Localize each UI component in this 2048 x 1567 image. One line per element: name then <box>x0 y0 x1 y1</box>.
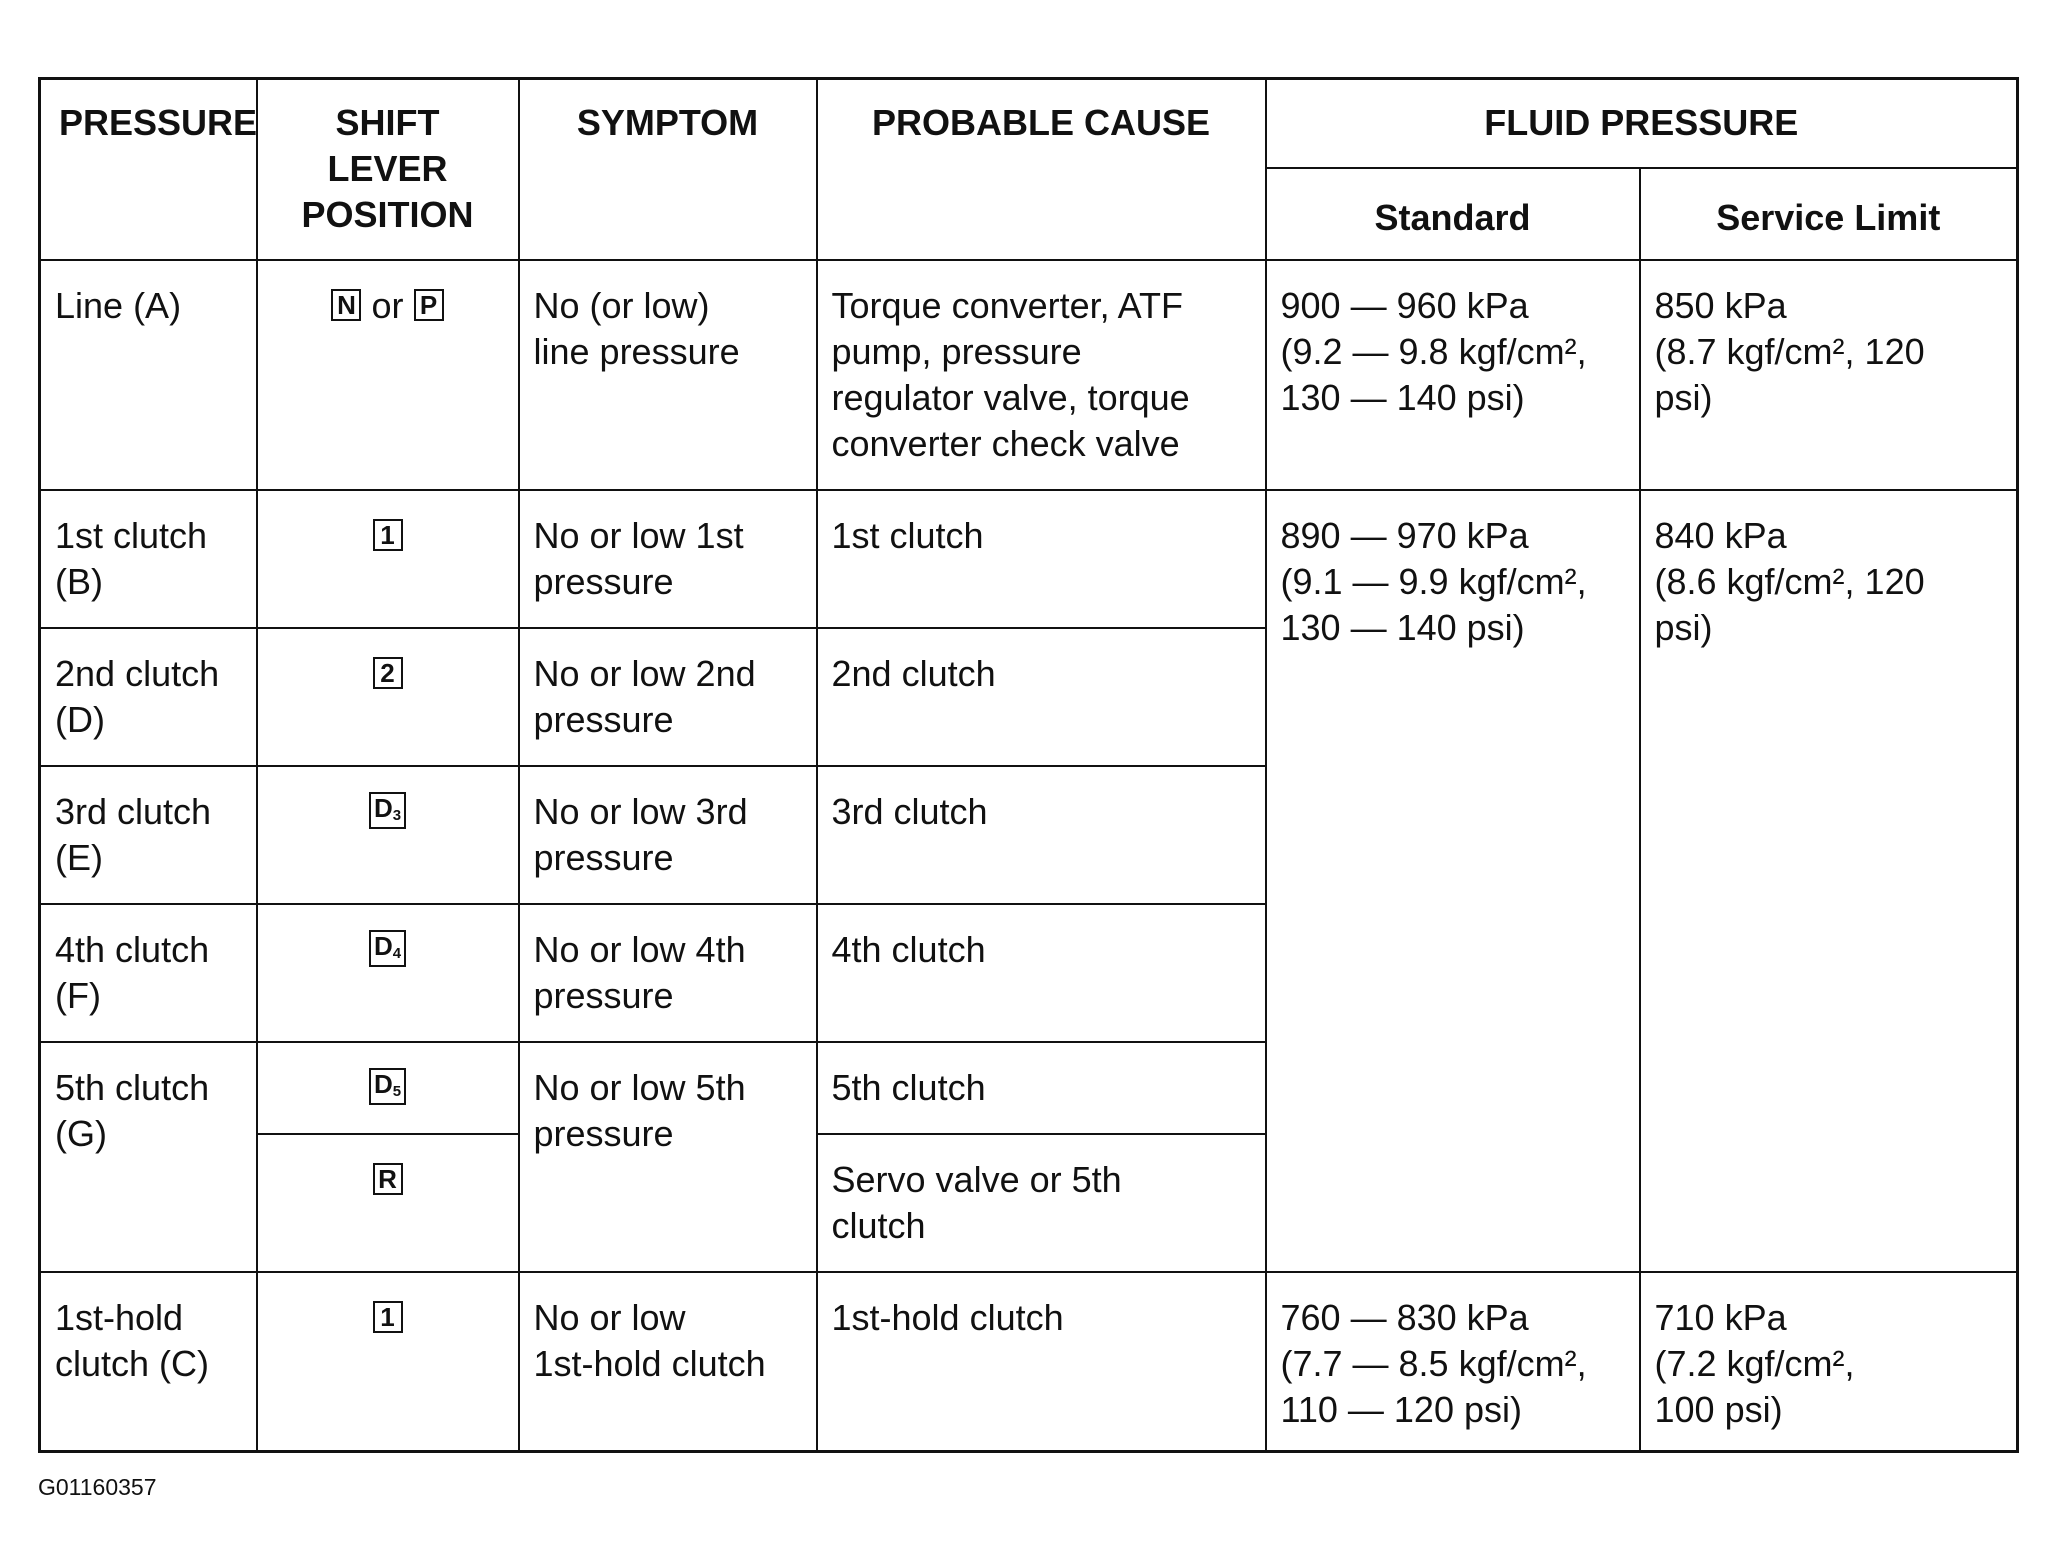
cause-cell: Torque converter, ATF pump, pressure regulator valve, torque converter check valve <box>817 260 1266 490</box>
symptom-cell: No or low 2nd pressure <box>519 628 817 766</box>
header-standard: Standard <box>1266 168 1640 260</box>
cause-cell: 3rd clutch <box>817 766 1266 904</box>
cause-cell: 1st clutch <box>817 490 1266 628</box>
table-row <box>40 490 2018 628</box>
header-fluid-pressure: FLUID PRESSURE <box>1266 79 2018 168</box>
or-text: or <box>371 284 404 326</box>
shift-position-cell <box>257 628 519 766</box>
1-key-icon: 1 <box>373 1301 403 1333</box>
pressure-cell: 4th clutch (F) <box>40 904 257 1042</box>
n-key-icon: N <box>331 289 361 321</box>
cause-cell: 2nd clutch <box>817 628 1266 766</box>
pressure-cell: 1st clutch (B) <box>40 490 257 628</box>
cause-cell: Servo valve or 5th clutch <box>817 1134 1266 1272</box>
d4-key-icon: $D_4$ <box>369 930 406 967</box>
symptom-cell: No or low 1st pressure <box>519 490 817 628</box>
standard-cell: 900 — 960 kPa (9.2 — 9.8 kgf/cm², 130 — 140 psi) <box>1266 260 1640 490</box>
d5-key-icon: $D_5$ <box>369 1068 406 1105</box>
header-pressure: PRESSURE <box>40 79 257 260</box>
cause-cell: 5th clutch <box>817 1042 1266 1134</box>
service-limit-cell: 850 kPa (8.7 kgf/cm², 120 psi) <box>1640 260 2018 490</box>
header-symptom: SYMPTOM <box>519 79 817 260</box>
fluid-pressure-table <box>38 77 2019 1453</box>
service-limit-cell: 710 kPa (7.2 kgf/cm², 100 psi) <box>1640 1272 2018 1452</box>
cause-cell: 4th clutch <box>817 904 1266 1042</box>
header-probable-cause: PROBABLE CAUSE <box>817 79 1266 260</box>
symptom-cell: No (or low) line pressure <box>519 260 817 490</box>
figure-id: G01160357 <box>38 1474 157 1500</box>
standard-cell: 760 — 830 kPa (7.7 — 8.5 kgf/cm², 110 — 120 psi) <box>1266 1272 1640 1452</box>
shift-position-cell <box>257 490 519 628</box>
1-key-icon: 1 <box>373 519 403 551</box>
shift-position-cell <box>257 766 519 904</box>
cause-cell: 1st-hold clutch <box>817 1272 1266 1452</box>
2-key-icon: 2 <box>373 657 403 689</box>
pressure-cell: 5th clutch (G) <box>40 1042 257 1272</box>
standard-cell: 890 — 970 kPa (9.1 — 9.9 kgf/cm², 130 — 140 psi) <box>1266 490 1640 1272</box>
shift-position-cell <box>257 1134 519 1272</box>
pressure-cell: Line (A) <box>40 260 257 490</box>
symptom-cell: No or low 4th pressure <box>519 904 817 1042</box>
r-key-icon: R <box>373 1163 403 1195</box>
header-service-limit: Service Limit <box>1640 168 2018 260</box>
table-row <box>40 1272 2018 1452</box>
shift-position-cell <box>257 904 519 1042</box>
service-limit-cell: 840 kPa (8.6 kgf/cm², 120 psi) <box>1640 490 2018 1272</box>
pressure-cell: 3rd clutch (E) <box>40 766 257 904</box>
pressure-cell: 1st-hold clutch (C) <box>40 1272 257 1452</box>
header-shift-lever-position: SHIFT LEVER POSITION <box>257 79 519 260</box>
table-row <box>40 260 2018 490</box>
symptom-cell: No or low 5th pressure <box>519 1042 817 1272</box>
pressure-cell: 2nd clutch (D) <box>40 628 257 766</box>
symptom-cell: No or low 3rd pressure <box>519 766 817 904</box>
p-key-icon: P <box>414 289 444 321</box>
shift-position-cell <box>257 1042 519 1134</box>
shift-position-cell <box>257 1272 519 1452</box>
d3-key-icon: $D_3$ <box>369 792 406 829</box>
shift-position-cell <box>257 260 519 490</box>
symptom-cell: No or low 1st-hold clutch <box>519 1272 817 1452</box>
